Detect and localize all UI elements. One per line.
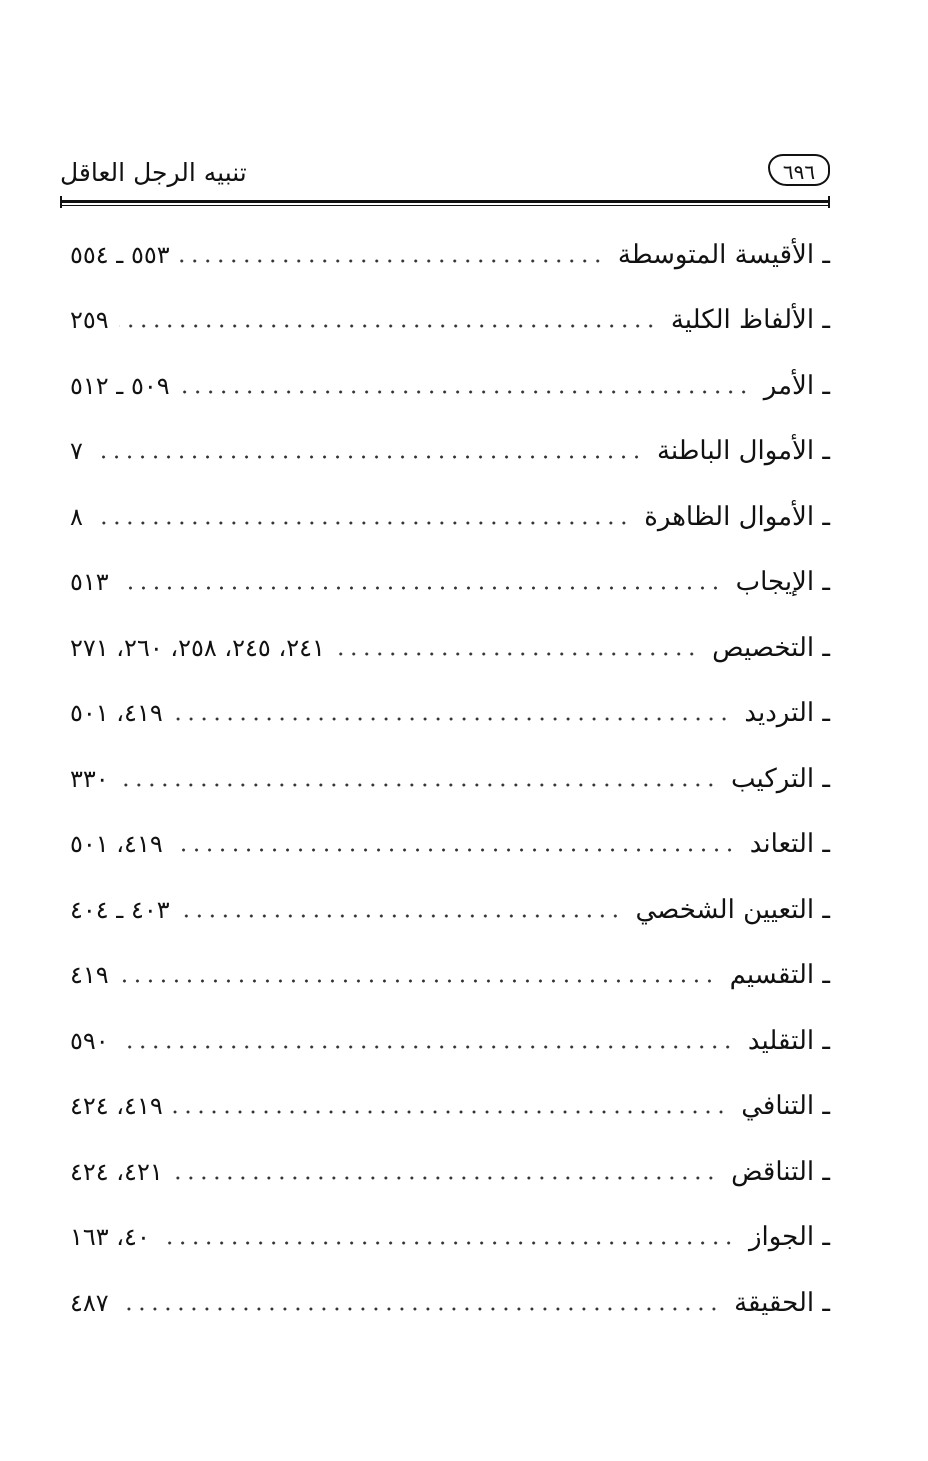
- index-pages: ٤٠، ١٦٣: [70, 1223, 150, 1252]
- header-rule-left-cap: [60, 196, 62, 208]
- leader-dots: [119, 978, 716, 984]
- running-title: تنبيه الرجل العاقل: [60, 158, 247, 187]
- page-header: [60, 150, 830, 202]
- leader-dots: [180, 389, 750, 395]
- index-term: ـ التناقض: [731, 1156, 830, 1187]
- index-entry: [70, 419, 830, 485]
- index-term: ـ التركيب: [731, 763, 830, 794]
- index-entry: [70, 746, 830, 812]
- index-term: ـ الأقيسة المتوسطة: [617, 239, 830, 270]
- leader-dots: [173, 1109, 728, 1115]
- leader-dots: [119, 323, 657, 329]
- index-term: ـ التقليد: [747, 1025, 830, 1056]
- index-term: ـ الأمر: [763, 370, 830, 401]
- index-entry: [70, 615, 830, 681]
- index-entry: [70, 288, 830, 354]
- leader-dots: [173, 716, 731, 722]
- index-entry: [70, 681, 830, 747]
- index-term: ـ الجواز: [748, 1222, 830, 1253]
- index-entry: [70, 1008, 830, 1074]
- index-term: ـ الأموال الظاهرة: [644, 501, 830, 532]
- header-rule-thin: [60, 205, 830, 206]
- leader-dots: [93, 520, 630, 526]
- index-term: ـ التعاند: [749, 829, 830, 860]
- index-pages: ٣٣٠: [70, 764, 109, 793]
- index-pages: ٥٥٣ ـ ٥٥٤: [70, 240, 170, 269]
- header-rule-right-cap: [828, 196, 830, 208]
- index-entry: [70, 1074, 830, 1140]
- index-pages: ٨: [70, 502, 83, 531]
- subject-index-list: [70, 222, 830, 1336]
- leader-dots: [335, 651, 698, 657]
- index-pages: ٢٥٩: [70, 306, 109, 335]
- index-pages: ٥١٣: [70, 568, 109, 597]
- index-entry: [70, 812, 830, 878]
- page-number-badge: ٦٩٦: [768, 154, 830, 186]
- index-term: ـ الأموال الباطنة: [656, 436, 830, 467]
- leader-dots: [173, 847, 736, 853]
- index-pages: ٤١٩، ٤٢٤: [70, 1092, 163, 1121]
- index-pages: ٤٢١، ٤٢٤: [70, 1157, 163, 1186]
- index-term: ـ التخصيص: [712, 632, 830, 663]
- index-entry: [70, 1205, 830, 1271]
- index-pages: ٤١٩: [70, 961, 109, 990]
- index-pages: ٥٩٠: [70, 1026, 109, 1055]
- index-term: ـ التقسيم: [729, 960, 830, 991]
- leader-dots: [119, 1044, 734, 1050]
- index-entry: [70, 484, 830, 550]
- index-entry: [70, 353, 830, 419]
- index-pages: ٤٠٣ ـ ٤٠٤: [70, 895, 170, 924]
- index-term: ـ الحقيقة: [734, 1287, 830, 1318]
- leader-dots: [180, 258, 604, 264]
- index-entry: [70, 550, 830, 616]
- leader-dots: [119, 585, 722, 591]
- index-pages: ٤١٩، ٥٠١: [70, 830, 163, 859]
- index-term: ـ الترديد: [744, 698, 830, 729]
- index-term: ـ الإيجاب: [735, 567, 830, 598]
- leader-dots: [119, 782, 717, 788]
- index-entry: [70, 1139, 830, 1205]
- index-entry: [70, 222, 830, 288]
- leader-dots: [119, 1306, 720, 1312]
- index-term: ـ التنافي: [741, 1091, 830, 1122]
- index-term: ـ التعيين الشخصي: [635, 894, 830, 925]
- leader-dots: [173, 1175, 717, 1181]
- index-term: ـ الألفاظ الكلية: [670, 305, 830, 336]
- header-rule-thick: [60, 200, 830, 203]
- leader-dots: [93, 454, 643, 460]
- index-pages: ٧: [70, 437, 83, 466]
- index-pages: ٥٠٩ ـ ٥١٢: [70, 371, 170, 400]
- index-entry: [70, 877, 830, 943]
- index-pages: ٤٨٧: [70, 1288, 109, 1317]
- index-pages: ٤١٩، ٥٠١: [70, 699, 163, 728]
- leader-dots: [160, 1240, 735, 1246]
- index-entry: [70, 1270, 830, 1336]
- leader-dots: [180, 913, 622, 919]
- index-entry: [70, 943, 830, 1009]
- index-pages: ٢٤١، ٢٤٥، ٢٥٨، ٢٦٠، ٢٧١: [70, 633, 325, 662]
